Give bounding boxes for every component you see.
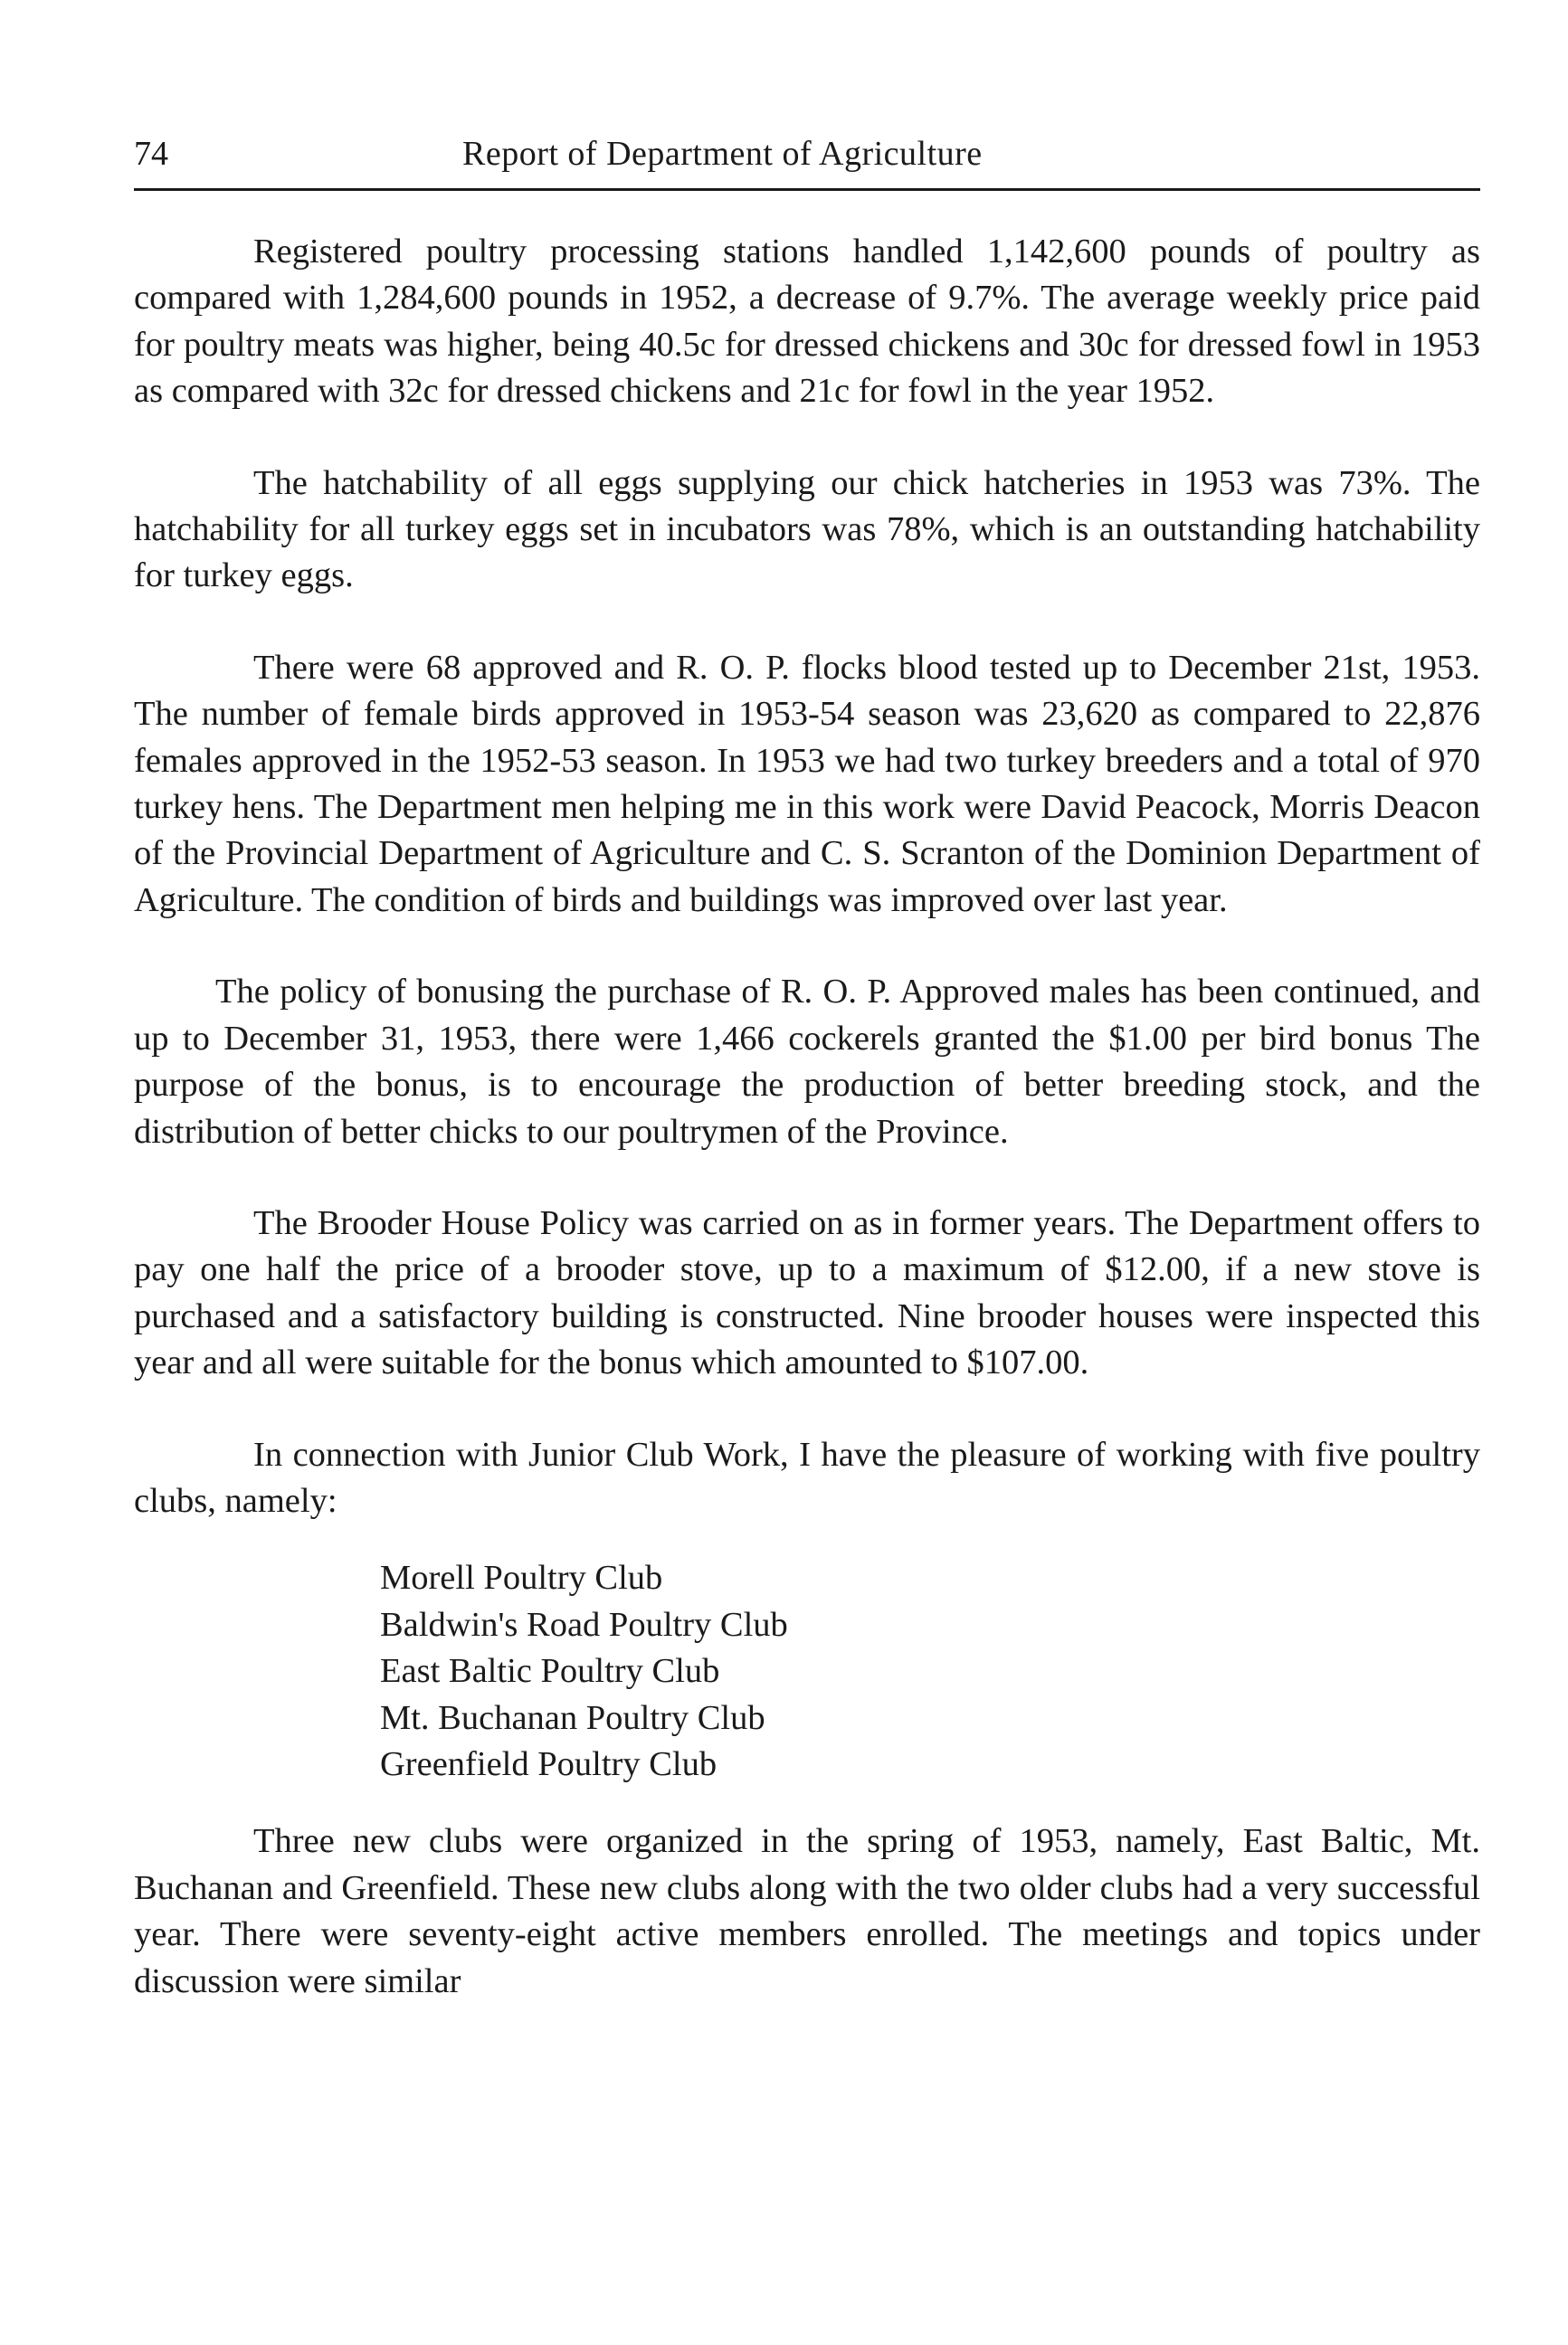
paragraph-bonus-policy: The policy of bonusing the purchase of R. O. P. Approved males has been continued, and up to December 31, 1953, there were 1,466 cockerels granted the $1.00 per bird bonus The purpose of the bonus, is to encourage the production of better breeding stock, and the distribution of better chicks to our poultrymen of the Province. — [134, 973, 1480, 1151]
document-page — [134, 127, 1480, 2050]
list-item: Mt. Buchanan Poultry Club — [380, 1698, 765, 1737]
club-list — [380, 1555, 1480, 1788]
header-title: Report of Department of Agriculture — [462, 135, 983, 173]
paragraph-brooder-house: The Brooder House Policy was carried on as in former years. The Department offers to pay one half the price of a brooder stove, up to a maximum of $12.00, if a new stove is purchased and a satisfactory building is constructed. Nine brooder houses were inspected this year and all were suitable for the bonus which amounted to $107.00. — [134, 1203, 1480, 1382]
list-item: East Baltic Poultry Club — [380, 1652, 720, 1691]
running-head — [134, 127, 1480, 181]
paragraph-junior-club: In connection with Junior Club Work, I have the pleasure of working with five poultry clubs, namely: — [134, 1435, 1480, 1520]
list-item: Greenfield Poultry Club — [380, 1744, 717, 1783]
list-item: Morell Poultry Club — [380, 1559, 663, 1598]
list-item: Baldwin's Road Poultry Club — [380, 1605, 788, 1644]
paragraph-poultry-processing: Registered poultry processing stations handled 1,142,600 pounds of poultry as compared with 1,284,600 pounds in 1952, a decrease of 9.7%. The average weekly price paid for poultry meats was higher, being 40.5c for dressed chickens and 30c for dressed fowl in 1953 as compared with 32c for dressed chickens and 21c for fowl in the year 1952. — [134, 233, 1480, 411]
paragraph-new-clubs: Three new clubs were organized in the spring of 1953, namely, East Baltic, Mt. Buchanan and Greenfield. These new clubs along with the two older clubs had a very successful year. There were seventy-eight active members enrolled. The meetings and topics under discussion were similar — [134, 1822, 1480, 2000]
body-text — [134, 229, 1480, 2005]
header-rule — [134, 188, 1480, 191]
paragraph-hatchability: The hatchability of all eggs supplying our chick hatcheries in 1953 was 73%. The hatchability for all turkey eggs set in incubators was 78%, which is an outstanding hatchability for turkey eggs. — [134, 463, 1480, 595]
page-number: 74 — [134, 135, 168, 173]
paragraph-flocks-tested: There were 68 approved and R. O. P. flocks blood tested up to December 21st, 1953. The number of female birds approved in 1953-54 season was 23,620 as compared to 22,876 females approved in the 1952-53 season. In 1953 we had two turkey breeders and a total of 970 turkey hens. The Department men helping me in this work were David Peacock, Morris Deacon of the Provincial Department of Agriculture and C. S. Scranton of the Dominion Department of Agriculture. The condition of birds and buildings was improved over last year. — [134, 648, 1480, 919]
